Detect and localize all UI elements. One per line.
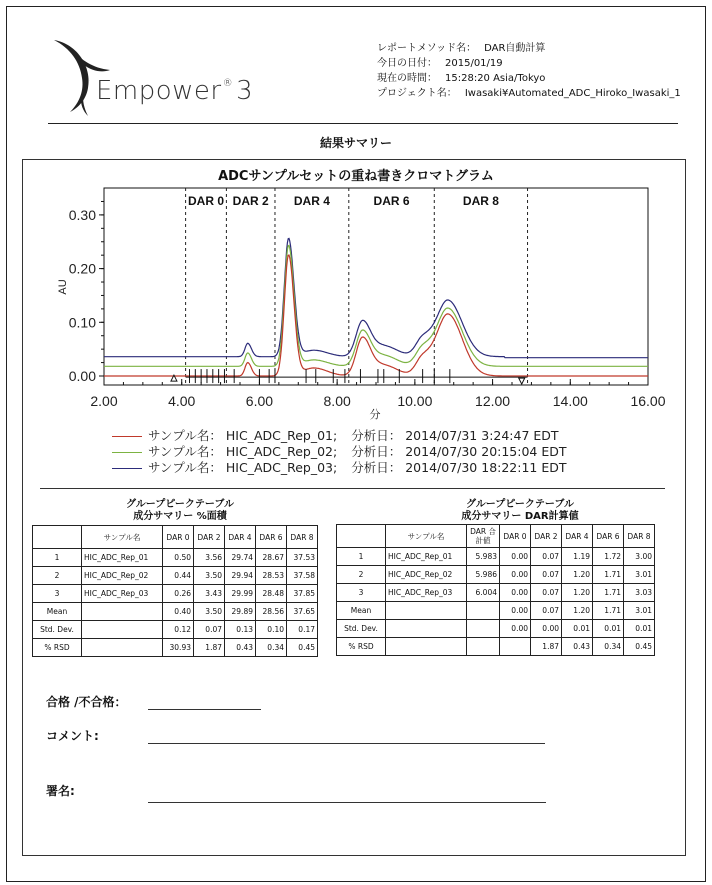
legend-prefix: サンプル名： [148, 460, 222, 475]
logo-brand: Empower [96, 76, 222, 106]
peak-end-marker [519, 378, 525, 384]
row-label: Std. Dev. [337, 620, 386, 638]
y-tick-label: 0.00 [68, 368, 96, 384]
dar-table-title-line1: グループピークテーブル [466, 499, 574, 510]
value-cell: 0.12 [163, 621, 194, 639]
x-tick-label: 2.00 [90, 393, 118, 409]
meta-label: プロジェクト名： [377, 88, 457, 99]
table-row [337, 620, 655, 638]
column-header: サンプル名 [386, 525, 467, 548]
meta-label: 現在の時間： [377, 73, 437, 84]
row-label: 2 [337, 566, 386, 584]
column-header: DAR 0 [500, 525, 531, 548]
x-tick-label: 16.00 [630, 393, 666, 409]
region-label: DAR 6 [373, 194, 410, 208]
legend-swatch [112, 452, 142, 453]
area-table-title-line1: グループピークテーブル [126, 499, 234, 510]
legend-prefix: サンプル名： [148, 444, 222, 459]
value-cell: 3.01 [624, 602, 655, 620]
y-tick-label: 0.30 [68, 206, 96, 223]
value-cell: 3.50 [194, 603, 225, 621]
value-cell: 1.19 [562, 548, 593, 566]
column-header: DAR 8 [624, 525, 655, 548]
value-cell: 3.43 [194, 585, 225, 603]
y-tick-label: 0.20 [68, 260, 96, 277]
chart-title: ADCサンプルセットの重ね書きクロマトグラム [218, 169, 494, 184]
legend-item [112, 444, 567, 460]
value-cell [467, 620, 500, 638]
logo-version: 3 [236, 76, 254, 106]
legend-swatch [112, 436, 142, 437]
value-cell: 0.07 [531, 584, 562, 602]
value-cell: 1.71 [593, 566, 624, 584]
row-label: 1 [337, 548, 386, 566]
row-label: Mean [337, 602, 386, 620]
sample-name-cell: HIC_ADC_Rep_02 [82, 567, 163, 585]
value-cell: 37.85 [287, 585, 318, 603]
column-header: DAR 8 [287, 526, 318, 549]
column-header: DAR 2 [194, 526, 225, 549]
dar-value-table [336, 524, 655, 656]
x-tick-label: 14.00 [552, 393, 588, 409]
x-tick-label: 12.00 [475, 393, 511, 409]
value-cell: 6.004 [467, 584, 500, 602]
row-label: Mean [33, 603, 82, 621]
summary-title: 結果サマリー [319, 136, 392, 150]
column-header: DAR 2 [531, 525, 562, 548]
pass-fail-field[interactable] [148, 709, 261, 710]
legend-sample: HIC_ADC_Rep_02; [225, 444, 338, 459]
region-label: DAR 4 [293, 194, 330, 208]
value-cell: 37.53 [287, 549, 318, 567]
value-cell: 28.53 [256, 567, 287, 585]
legend-date-label: 分析日： [351, 444, 402, 459]
table-row [33, 549, 318, 567]
value-cell: 3.50 [194, 567, 225, 585]
value-cell: 3.00 [624, 548, 655, 566]
area-table-title [40, 499, 320, 523]
value-cell: 0.45 [287, 639, 318, 657]
legend-date-label: 分析日： [351, 460, 402, 475]
value-cell: 0.00 [500, 602, 531, 620]
legend-prefix: サンプル名： [148, 428, 222, 443]
value-cell: 0.00 [500, 566, 531, 584]
value-cell: 5.986 [467, 566, 500, 584]
value-cell: 0.00 [531, 620, 562, 638]
value-cell: 5.983 [467, 548, 500, 566]
legend-item [112, 460, 567, 476]
value-cell: 0.17 [287, 621, 318, 639]
x-tick-label: 6.00 [245, 393, 274, 409]
column-header: サンプル名 [82, 526, 163, 549]
value-cell: 0.43 [225, 639, 256, 657]
signature-label: 署名: [46, 784, 75, 798]
legend-sample: HIC_ADC_Rep_01; [225, 428, 338, 443]
value-cell: 37.58 [287, 567, 318, 585]
value-cell: 0.10 [256, 621, 287, 639]
column-header: DAR 4 [225, 526, 256, 549]
table-row [33, 603, 318, 621]
table-row [337, 638, 655, 656]
table-row [337, 584, 655, 602]
column-header: DAR 0 [163, 526, 194, 549]
value-cell: 1.71 [593, 602, 624, 620]
area-table-title-line2: 成分サマリー %面積 [133, 511, 227, 522]
legend-date: 2014/07/30 18:22:11 EDT [405, 460, 567, 475]
table-row [33, 621, 318, 639]
table-row [337, 548, 655, 566]
value-cell: 28.48 [256, 585, 287, 603]
sample-name-cell [386, 602, 467, 620]
meta-label: レポートメソッド名： [377, 43, 477, 54]
meta-value: 15:28:20 Asia/Tokyo [445, 73, 546, 84]
comment-field[interactable] [148, 743, 545, 744]
legend-item [112, 428, 567, 444]
row-label: 2 [33, 567, 82, 585]
sample-name-cell: HIC_ADC_Rep_03 [82, 585, 163, 603]
area-percent-table [32, 525, 318, 657]
logo-registered-mark: ® [222, 78, 234, 89]
row-label: 1 [33, 549, 82, 567]
table-row [33, 585, 318, 603]
value-cell: 0.07 [194, 621, 225, 639]
meta-label: 今日の日付： [377, 58, 437, 69]
meta-value: DAR自動計算 [484, 43, 546, 54]
value-cell: 3.03 [624, 584, 655, 602]
value-cell: 0.00 [500, 584, 531, 602]
column-header: DAR 6 [256, 526, 287, 549]
value-cell: 28.56 [256, 603, 287, 621]
table-row [33, 567, 318, 585]
sample-name-cell: HIC_ADC_Rep_01 [82, 549, 163, 567]
value-cell [500, 638, 531, 656]
column-header: DAR 合計値 [467, 525, 500, 548]
value-cell: 0.26 [163, 585, 194, 603]
dar-table-title-line2: 成分サマリー DAR計算値 [461, 511, 579, 522]
value-cell: 0.34 [256, 639, 287, 657]
row-label: Std. Dev. [33, 621, 82, 639]
region-label: DAR 0 [187, 194, 225, 208]
row-label: 3 [33, 585, 82, 603]
value-cell: 29.94 [225, 567, 256, 585]
value-cell: 1.20 [562, 566, 593, 584]
value-cell: 1.71 [593, 584, 624, 602]
value-cell: 29.74 [225, 549, 256, 567]
value-cell: 37.65 [287, 603, 318, 621]
column-header [337, 525, 386, 548]
column-header [33, 526, 82, 549]
table-row [337, 566, 655, 584]
value-cell: 0.07 [531, 566, 562, 584]
value-cell: 1.72 [593, 548, 624, 566]
dar-table-title [360, 499, 680, 523]
value-cell: 0.45 [624, 638, 655, 656]
x-axis-label: 分 [369, 409, 381, 421]
table-header-row [33, 526, 318, 549]
legend-swatch [112, 468, 142, 469]
y-tick-label: 0.10 [68, 314, 96, 331]
table-row [337, 602, 655, 620]
value-cell: 0.07 [531, 602, 562, 620]
column-header: DAR 4 [562, 525, 593, 548]
value-cell: 0.00 [500, 620, 531, 638]
x-tick-label: 4.00 [168, 393, 196, 409]
value-cell: 0.50 [163, 549, 194, 567]
row-label: % RSD [337, 638, 386, 656]
meta-value: Iwasaki¥Automated_ADC_Hiroko_Iwasaki_1 [464, 88, 681, 99]
x-tick-label: 8.00 [323, 393, 351, 409]
value-cell: 0.44 [163, 567, 194, 585]
value-cell: 3.56 [194, 549, 225, 567]
value-cell: 0.00 [500, 548, 531, 566]
sample-name-cell [386, 638, 467, 656]
sample-name-cell: HIC_ADC_Rep_02 [386, 566, 467, 584]
column-header: DAR 6 [593, 525, 624, 548]
value-cell: 1.87 [531, 638, 562, 656]
value-cell: 0.01 [593, 620, 624, 638]
table-row [33, 639, 318, 657]
y-axis-label: AU [57, 279, 69, 295]
series-line-HIC_ADC_Rep_02 [104, 245, 648, 366]
row-label: % RSD [33, 639, 82, 657]
value-cell: 0.34 [593, 638, 624, 656]
x-tick-label: 10.00 [397, 393, 433, 409]
legend-sample: HIC_ADC_Rep_03; [225, 460, 338, 475]
region-label: DAR 2 [232, 194, 269, 208]
value-cell: 3.01 [624, 566, 655, 584]
value-cell: 0.01 [562, 620, 593, 638]
region-label: DAR 8 [462, 194, 499, 208]
value-cell: 30.93 [163, 639, 194, 657]
sample-name-cell: HIC_ADC_Rep_01 [386, 548, 467, 566]
value-cell: 29.99 [225, 585, 256, 603]
value-cell: 1.20 [562, 602, 593, 620]
chart-legend [112, 428, 567, 476]
value-cell: 0.13 [225, 621, 256, 639]
value-cell [467, 602, 500, 620]
sample-name-cell: HIC_ADC_Rep_03 [386, 584, 467, 602]
comment-label: コメント: [46, 729, 99, 743]
value-cell: 29.89 [225, 603, 256, 621]
meta-value: 2015/01/19 [445, 58, 503, 69]
section-divider [40, 488, 665, 489]
legend-date-label: 分析日： [351, 428, 402, 443]
value-cell: 0.07 [531, 548, 562, 566]
value-cell: 28.67 [256, 549, 287, 567]
row-label: 3 [337, 584, 386, 602]
value-cell: 0.01 [624, 620, 655, 638]
sample-name-cell [82, 639, 163, 657]
sample-name-cell [82, 621, 163, 639]
value-cell: 0.43 [562, 638, 593, 656]
value-cell: 1.20 [562, 584, 593, 602]
value-cell: 0.40 [163, 603, 194, 621]
sample-name-cell [82, 603, 163, 621]
value-cell: 1.87 [194, 639, 225, 657]
signature-field[interactable] [148, 802, 546, 803]
pass-fail-label: 合格 /不合格： [46, 695, 127, 709]
sample-name-cell [386, 620, 467, 638]
value-cell [467, 638, 500, 656]
legend-date: 2014/07/30 20:15:04 EDT [405, 444, 567, 459]
table-header-row [337, 525, 655, 548]
legend-date: 2014/07/31 3:24:47 EDT [405, 428, 559, 443]
